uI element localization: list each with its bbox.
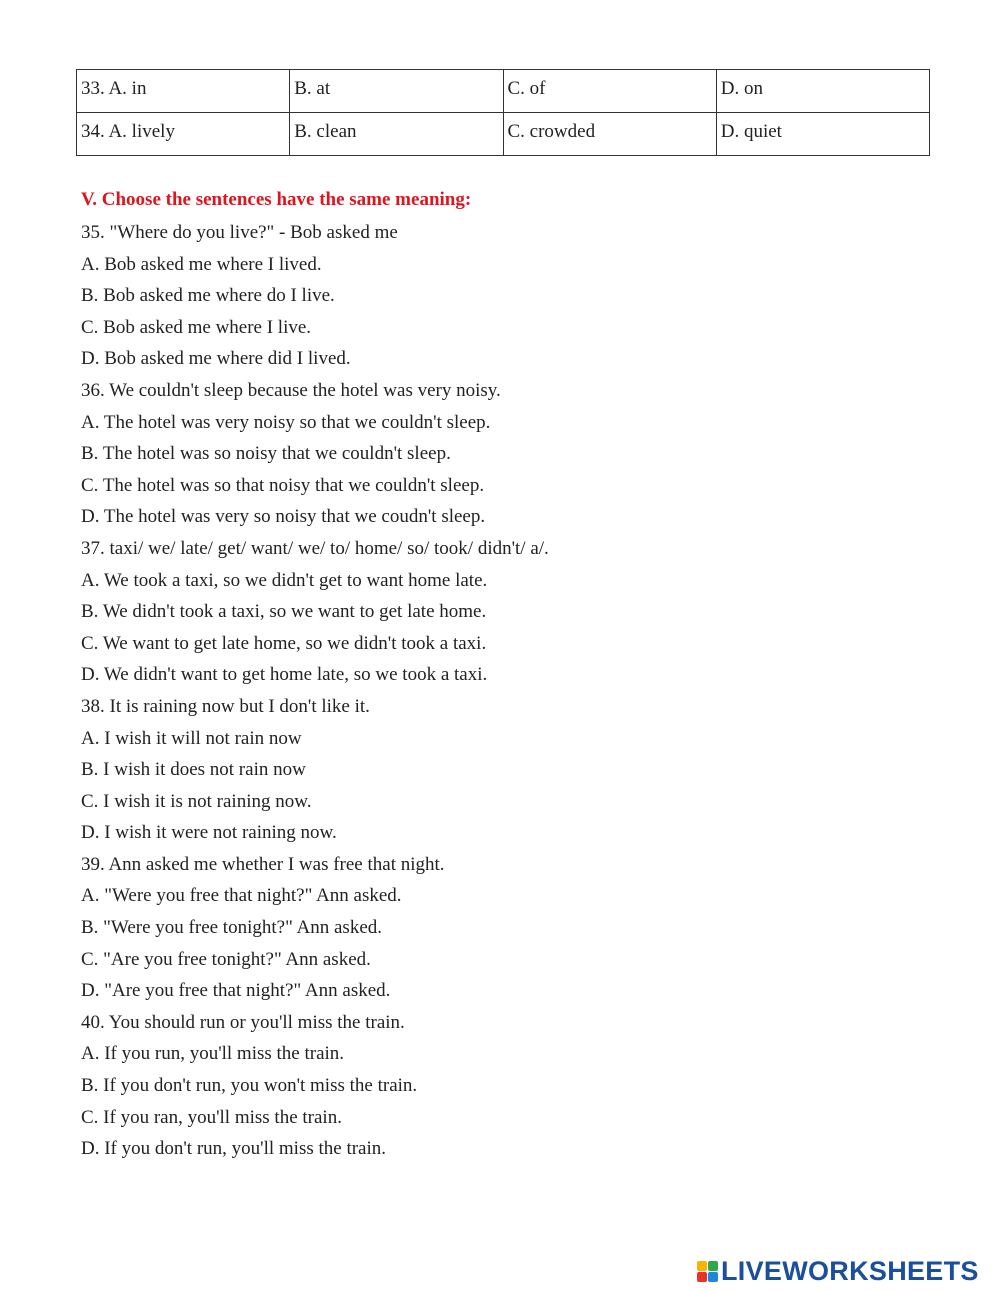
answer-option: C. Bob asked me where I live. [81,316,312,338]
answer-option: D. "Are you free that night?" Ann asked. [81,980,391,1002]
table-cell: C. of [503,70,716,113]
question-prompt: 40. You should run or you'll miss the train. [81,1011,405,1033]
answer-option: D. If you don't run, you'll miss the train. [81,1138,387,1160]
question-list [81,217,549,1165]
table-cell: 34. A. lively [77,113,290,156]
answer-option: C. The hotel was so that noisy that we couldn't sleep. [81,474,485,496]
question-prompt: 39. Ann asked me whether I was free that night. [81,853,445,875]
answer-option: B. If you don't run, you won't miss the train. [81,1075,418,1097]
logo-text: LIVEWORKSHEETS [721,1256,979,1286]
table-row [77,113,930,156]
answer-option: D. Bob asked me where did I lived. [81,348,351,370]
answer-option: C. "Are you free tonight?" Ann asked. [81,948,371,970]
table-cell: D. quiet [716,113,929,156]
answer-option: A. Bob asked me where I lived. [81,253,322,275]
logo-square [697,1272,707,1282]
logo-square [708,1272,718,1282]
table-row [77,70,930,113]
table-cell: C. crowded [503,113,716,156]
answer-option: D. I wish it were not raining now. [81,822,337,844]
answer-option: C. I wish it is not raining now. [81,790,312,812]
answer-option: C. We want to get late home, so we didn't took a taxi. [81,632,487,654]
answer-option: C. If you ran, you'll miss the train. [81,1106,342,1128]
answer-option: A. If you run, you'll miss the train. [81,1043,345,1065]
table-cell: 33. A. in [77,70,290,113]
answer-option: B. The hotel was so noisy that we couldn't sleep. [81,443,451,465]
answer-option: D. We didn't want to get home late, so we took a taxi. [81,664,488,686]
answer-option: D. The hotel was very so noisy that we coudn't sleep. [81,506,486,528]
question-prompt: 38. It is raining now but I don't like it. [81,695,370,717]
table-cell: D. on [716,70,929,113]
question-prompt: 35. "Where do you live?" - Bob asked me [81,222,398,243]
answer-table [76,69,930,156]
liveworksheets-logo [697,1257,979,1285]
answer-option: B. Bob asked me where do I live. [81,285,335,307]
logo-icon [697,1261,718,1282]
logo-square [708,1261,718,1271]
answer-option: B. "Were you free tonight?" Ann asked. [81,917,383,939]
answer-option: A. I wish it will not rain now [81,727,302,749]
answer-option: A. The hotel was very noisy so that we couldn't sleep. [81,411,491,433]
section-heading: V. Choose the sentences have the same meaning: [81,189,472,210]
answer-option: A. We took a taxi, so we didn't get to want home late. [81,569,488,591]
answer-option: B. I wish it does not rain now [81,759,306,781]
table-cell: B. clean [290,113,503,156]
question-prompt: 37. taxi/ we/ late/ get/ want/ we/ to/ home/ so/ took/ didn't/ a/. [81,537,549,559]
answer-option: B. We didn't took a taxi, so we want to get late home. [81,601,487,623]
table-cell: B. at [290,70,503,113]
question-prompt: 36. We couldn't sleep because the hotel was very noisy. [81,379,501,401]
answer-option: A. "Were you free that night?" Ann asked. [81,885,402,907]
logo-square [697,1261,707,1271]
